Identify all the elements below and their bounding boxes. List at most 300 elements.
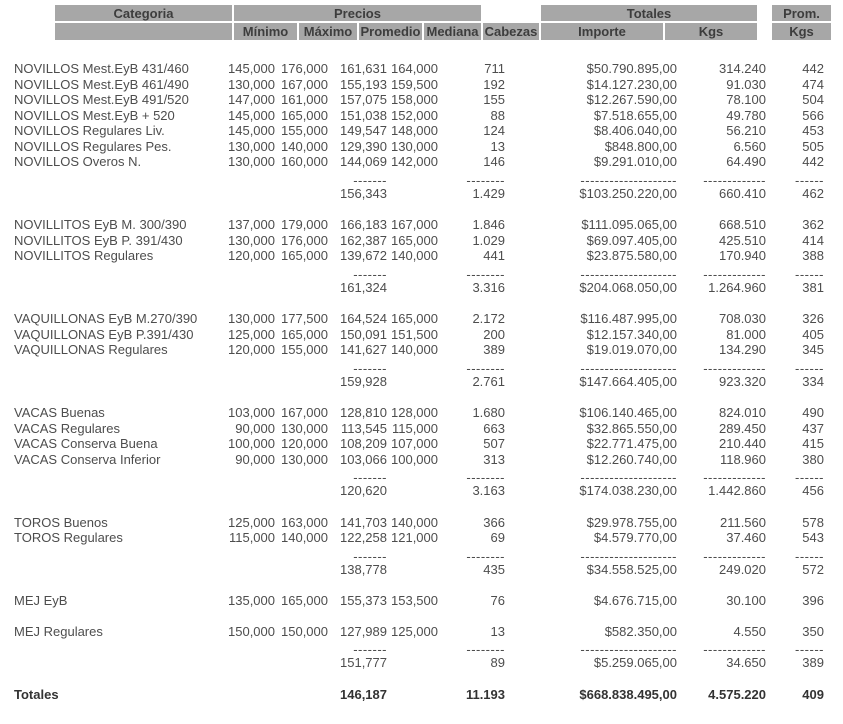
kgs-value: 30.100 xyxy=(726,593,766,608)
category-label: NOVILLOS Mest.EyB 491/520 xyxy=(14,92,189,107)
max-value: 120,000 xyxy=(281,436,328,451)
avg-subtotal: 161,324 xyxy=(340,279,387,295)
category-label: NOVILLOS Overos N. xyxy=(14,154,142,169)
avgkgs-value: 578 xyxy=(802,514,824,530)
med-subtotal xyxy=(387,655,438,671)
avgkgs-value: 362 xyxy=(802,217,824,232)
avgkgs-value: 474 xyxy=(802,76,824,92)
avg-value: 150,091 xyxy=(340,326,387,342)
kgs-value: 81.000 xyxy=(726,326,766,342)
kgs-subtotal: 34.650 xyxy=(726,655,766,670)
dash-line xyxy=(220,175,275,186)
header-mediana: Mediana xyxy=(424,23,481,40)
med-value: 140,000 xyxy=(391,342,438,357)
dash-line: -------------------- xyxy=(580,266,677,282)
avg-value: 122,258 xyxy=(340,530,387,545)
max-value: 155,000 xyxy=(281,123,328,138)
dash-line: ------- xyxy=(353,548,387,564)
kgs-value: 211.560 xyxy=(719,514,766,530)
kgs-value: 708.030 xyxy=(719,311,766,326)
dash-line: ------ xyxy=(795,266,824,282)
dash-line: -------------------- xyxy=(580,548,677,564)
min-subtotal xyxy=(220,483,275,499)
subtotal-separator xyxy=(0,172,843,188)
med-subtotal xyxy=(387,186,438,202)
dash-line: ------------- xyxy=(703,548,766,564)
dash-line: -------- xyxy=(466,172,505,188)
table-row xyxy=(0,61,843,77)
heads-value: 313 xyxy=(483,451,505,467)
min-value: 125,000 xyxy=(228,326,275,342)
spacer xyxy=(0,269,220,280)
header-cabezas: Cabezas xyxy=(484,24,538,39)
avgkgs-subtotal: 572 xyxy=(802,561,824,577)
min-value: 135,000 xyxy=(228,593,275,608)
min-subtotal xyxy=(220,280,275,296)
subtotal-separator xyxy=(0,360,843,376)
category-label: VACAS Conserva Buena xyxy=(14,436,158,451)
category-label: VAQUILLONAS EyB M.270/390 xyxy=(14,311,198,326)
amount-value: $29.978.755,00 xyxy=(586,514,677,530)
subtotal-row xyxy=(0,562,843,578)
subtotal-separator xyxy=(0,548,843,564)
kgs-subtotal: 923.320 xyxy=(719,373,766,389)
dash-line xyxy=(275,472,328,483)
max-value: 167,000 xyxy=(281,76,328,92)
dash-line: ------ xyxy=(795,548,824,564)
dash-line: ------- xyxy=(353,360,387,376)
dash-line xyxy=(275,175,328,186)
avgkgs-value: 388 xyxy=(802,248,824,263)
dash-line xyxy=(220,644,275,655)
avg-value: 155,193 xyxy=(340,76,387,92)
header-promedio: Promedio xyxy=(360,24,421,39)
amount-value: $116.487.995,00 xyxy=(580,311,677,326)
dash-line: -------- xyxy=(466,470,505,485)
max-value: 150,000 xyxy=(281,623,328,639)
min-value: 137,000 xyxy=(228,217,275,232)
avgkgs-value: 437 xyxy=(802,420,824,436)
amount-value: $848.800,00 xyxy=(604,138,677,154)
med-value: 152,000 xyxy=(391,107,438,123)
table-header xyxy=(0,5,843,45)
heads-value: 1.846 xyxy=(472,217,505,232)
med-value: 107,000 xyxy=(391,436,438,451)
heads-subtotal: 2.761 xyxy=(472,373,505,389)
table-row xyxy=(0,139,843,155)
min-value: 120,000 xyxy=(228,248,275,263)
avgkgs-subtotal: 381 xyxy=(802,279,824,295)
heads-subtotal: 3.163 xyxy=(472,483,505,498)
med-subtotal xyxy=(387,483,438,499)
max-value: 179,000 xyxy=(281,217,328,232)
category-label: VAQUILLONAS EyB P.391/430 xyxy=(14,326,194,342)
spacer xyxy=(0,363,220,374)
amount-value: $4.676.715,00 xyxy=(593,593,677,608)
dash-line: -------------------- xyxy=(580,172,677,188)
min-value: 125,000 xyxy=(228,514,275,530)
header-importe: Importe xyxy=(541,23,663,40)
dash-line: ------ xyxy=(795,172,824,188)
dash-line: ------------- xyxy=(703,470,766,485)
heads-value: 13 xyxy=(490,138,505,154)
min-value: 90,000 xyxy=(235,451,275,467)
dash-line xyxy=(275,551,328,562)
med-subtotal xyxy=(387,374,438,390)
kgs-value: 91.030 xyxy=(726,76,766,92)
max-value: 177,500 xyxy=(281,311,328,326)
heads-value: 366 xyxy=(483,514,505,530)
avgkgs-value: 396 xyxy=(802,593,824,608)
avgkgs-value: 350 xyxy=(802,623,824,639)
subtotal-separator xyxy=(0,644,843,655)
category-label: NOVILLITOS EyB P. 391/430 xyxy=(14,232,183,248)
heads-value: 507 xyxy=(483,436,505,451)
avgkgs-value: 566 xyxy=(802,107,824,123)
header-kgs: Kgs xyxy=(665,23,757,40)
med-value: 130,000 xyxy=(391,138,438,154)
heads-value: 389 xyxy=(483,342,505,357)
category-group xyxy=(0,311,843,389)
heads-value: 69 xyxy=(490,530,505,545)
table-row xyxy=(0,405,843,421)
kgs-value: 37.460 xyxy=(726,530,766,545)
min-value: 130,000 xyxy=(228,232,275,248)
med-value: 125,000 xyxy=(391,623,438,639)
table-row xyxy=(0,154,843,170)
dash-line: ------- xyxy=(353,470,387,485)
subtotal-row xyxy=(0,186,843,202)
min-value: 145,000 xyxy=(228,61,275,76)
med-value: 100,000 xyxy=(391,451,438,467)
heads-subtotal: 1.429 xyxy=(472,185,505,201)
heads-value: 88 xyxy=(490,107,505,123)
avgkgs-value: 326 xyxy=(802,311,824,326)
category-group xyxy=(0,593,843,671)
heads-value: 711 xyxy=(484,61,505,76)
med-value: 140,000 xyxy=(391,248,438,263)
med-value: 121,000 xyxy=(391,530,438,545)
category-label: VACAS Buenas xyxy=(14,405,105,420)
avg-value: 128,810 xyxy=(340,405,387,420)
min-value: 100,000 xyxy=(228,436,275,451)
avgkgs-subtotal: 456 xyxy=(802,483,824,498)
avgkgs-value: 490 xyxy=(802,405,824,420)
dash-line: -------- xyxy=(466,266,505,282)
kgs-value: 170.940 xyxy=(719,248,766,263)
max-subtotal xyxy=(275,655,328,671)
kgs-value: 289.450 xyxy=(719,420,766,436)
max-value: 163,000 xyxy=(281,514,328,530)
dash-line xyxy=(220,269,275,280)
med-value: 164,000 xyxy=(391,61,438,76)
heads-value: 663 xyxy=(483,420,505,436)
heads-value: 155 xyxy=(483,92,505,107)
max-value: 155,000 xyxy=(281,342,328,357)
header-group-row xyxy=(0,5,843,21)
avgkgs-value: 380 xyxy=(802,451,824,467)
heads-value: 13 xyxy=(490,623,505,639)
category-label: NOVILLOS Mest.EyB + 520 xyxy=(14,107,175,123)
header-categoria-empty xyxy=(55,23,232,40)
min-value: 115,000 xyxy=(228,530,275,545)
avg-value: 149,547 xyxy=(340,123,387,138)
max-value: 161,000 xyxy=(281,92,328,107)
heads-subtotal: 435 xyxy=(483,561,505,577)
med-value: 158,000 xyxy=(391,92,438,107)
heads-value: 76 xyxy=(490,593,505,608)
kgs-value: 78.100 xyxy=(726,92,766,107)
max-value: 160,000 xyxy=(281,154,328,169)
max-value: 130,000 xyxy=(281,420,328,436)
dash-line: ------- xyxy=(353,266,387,282)
dash-line: ------------- xyxy=(703,172,766,188)
amount-subtotal: $103.250.220,00 xyxy=(579,185,677,201)
min-value: 130,000 xyxy=(228,138,275,154)
dash-line: -------------------- xyxy=(580,360,677,376)
category-label: TOROS Buenos xyxy=(14,514,108,530)
max-subtotal xyxy=(275,374,328,390)
avg-value: 103,066 xyxy=(340,451,387,467)
max-value: 167,000 xyxy=(281,405,328,420)
spacer xyxy=(0,472,220,483)
amount-value: $4.579.770,00 xyxy=(593,530,677,545)
med-value: 148,000 xyxy=(391,123,438,138)
avgkgs-value: 543 xyxy=(802,530,824,545)
min-subtotal xyxy=(220,655,275,671)
heads-value: 2.172 xyxy=(472,311,505,326)
heads-value: 146 xyxy=(483,154,505,169)
max-value: 140,000 xyxy=(281,138,328,154)
spacer xyxy=(0,483,220,499)
amount-grand-total: $668.838.495,00 xyxy=(579,686,677,702)
avgkgs-value: 504 xyxy=(802,92,824,107)
category-label: NOVILLOS Regulares Liv. xyxy=(14,123,165,138)
avgkgs-value: 442 xyxy=(802,61,824,76)
avgkgs-grand-total: 409 xyxy=(802,686,824,702)
kgs-subtotal: 249.020 xyxy=(719,561,766,577)
spacer xyxy=(0,562,220,578)
min-value: 130,000 xyxy=(228,311,275,326)
amount-subtotal: $5.259.065,00 xyxy=(593,655,677,670)
category-label: NOVILLOS Mest.EyB 431/460 xyxy=(14,61,189,76)
amount-value: $12.260.740,00 xyxy=(586,451,677,467)
subtotal-row xyxy=(0,280,843,296)
avg-value: 108,209 xyxy=(340,436,387,451)
min-value: 130,000 xyxy=(228,154,275,169)
table-row xyxy=(0,217,843,233)
amount-value: $19.019.070,00 xyxy=(586,342,677,357)
med-grand-total xyxy=(387,687,438,703)
dash-line: -------------------- xyxy=(580,470,677,485)
spacer xyxy=(0,374,220,390)
dash-line: ------------- xyxy=(703,266,766,282)
table-row xyxy=(0,530,843,546)
min-value: 90,000 xyxy=(235,420,275,436)
avg-subtotal: 159,928 xyxy=(340,373,387,389)
avg-value: 113,545 xyxy=(340,420,387,436)
avgkgs-subtotal: 462 xyxy=(802,185,824,201)
avg-subtotal: 156,343 xyxy=(340,185,387,201)
med-value: 165,000 xyxy=(391,232,438,248)
kgs-value: 64.490 xyxy=(726,154,766,169)
table-row xyxy=(0,327,843,343)
table-row xyxy=(0,593,843,609)
kgs-value: 668.510 xyxy=(719,217,766,232)
amount-value: $106.140.465,00 xyxy=(579,405,677,420)
max-value: 176,000 xyxy=(281,61,328,76)
amount-value: $14.127.230,00 xyxy=(586,76,677,92)
dash-line: ------ xyxy=(795,470,824,485)
med-value: 140,000 xyxy=(391,514,438,530)
spacer xyxy=(0,655,220,671)
amount-subtotal: $174.038.230,00 xyxy=(579,483,677,498)
kgs-subtotal: 1.264.960 xyxy=(708,279,766,295)
spacer xyxy=(0,280,220,296)
avgkgs-value: 405 xyxy=(802,326,824,342)
dash-line xyxy=(387,363,438,374)
amount-value: $50.790.895,00 xyxy=(586,61,677,76)
avgkgs-subtotal: 334 xyxy=(802,373,824,389)
category-label: VACAS Regulares xyxy=(14,420,120,436)
dash-line xyxy=(387,472,438,483)
dash-line: ------- xyxy=(353,642,387,657)
totals-label: Totales xyxy=(14,686,59,702)
amount-value: $69.097.405,00 xyxy=(586,232,677,248)
med-value: 167,000 xyxy=(391,217,438,232)
table-row xyxy=(0,233,843,249)
kgs-value: 314.240 xyxy=(719,61,766,76)
kgs-value: 118.960 xyxy=(719,451,766,467)
kgs-value: 6.560 xyxy=(733,138,766,154)
max-subtotal xyxy=(275,562,328,578)
avg-grand-total: 146,187 xyxy=(340,686,387,702)
heads-value: 124 xyxy=(483,123,505,138)
avg-value: 144,069 xyxy=(340,154,387,169)
subtotal-separator xyxy=(0,472,843,483)
header-prom-kgs: Kgs xyxy=(772,23,831,40)
min-value: 120,000 xyxy=(228,342,275,357)
heads-subtotal: 3.316 xyxy=(472,279,505,295)
avg-value: 166,183 xyxy=(340,217,387,232)
dash-line: ------------- xyxy=(703,642,766,657)
kgs-value: 4.550 xyxy=(733,623,766,639)
category-label: MEJ Regulares xyxy=(14,623,103,639)
subtotal-row xyxy=(0,374,843,390)
table-row xyxy=(0,92,843,108)
min-value: 130,000 xyxy=(228,76,275,92)
category-label: NOVILLITOS Regulares xyxy=(14,248,154,263)
avg-value: 162,387 xyxy=(340,232,387,248)
med-subtotal xyxy=(387,562,438,578)
header-minimo: Mínimo xyxy=(234,23,297,40)
med-value: 128,000 xyxy=(391,405,438,420)
table-row xyxy=(0,108,843,124)
max-value: 140,000 xyxy=(281,530,328,545)
max-value: 165,000 xyxy=(281,593,328,608)
kgs-subtotal: 1.442.860 xyxy=(708,483,766,498)
category-label: MEJ EyB xyxy=(14,593,68,608)
table-body xyxy=(0,61,843,702)
dash-line: ------ xyxy=(795,642,824,657)
med-subtotal xyxy=(387,280,438,296)
dash-line xyxy=(220,363,275,374)
min-subtotal xyxy=(220,562,275,578)
spacer xyxy=(0,186,220,202)
dash-line: ------------- xyxy=(703,360,766,376)
avgkgs-value: 345 xyxy=(802,342,824,357)
spacer xyxy=(0,644,220,655)
avg-value: 127,989 xyxy=(340,623,387,639)
table-row xyxy=(0,515,843,531)
max-value: 176,000 xyxy=(281,232,328,248)
max-value: 165,000 xyxy=(281,248,328,263)
avg-value: 155,373 xyxy=(340,593,387,608)
avg-value: 139,672 xyxy=(340,248,387,263)
max-subtotal xyxy=(275,186,328,202)
dash-line: -------- xyxy=(466,360,505,376)
category-label: NOVILLOS Mest.EyB 461/490 xyxy=(14,76,189,92)
category-group xyxy=(0,217,843,295)
amount-value: $22.771.475,00 xyxy=(586,436,677,451)
min-value: 147,000 xyxy=(228,92,275,107)
med-value: 115,000 xyxy=(391,420,438,436)
dash-line: -------- xyxy=(466,642,505,657)
dash-line: -------- xyxy=(466,548,505,564)
med-value: 165,000 xyxy=(391,311,438,326)
dash-line xyxy=(275,363,328,374)
avg-subtotal: 151,777 xyxy=(340,655,387,670)
heads-grand-total: 11.193 xyxy=(465,686,505,702)
kgs-value: 56.210 xyxy=(726,123,766,138)
min-grand-total xyxy=(220,687,275,703)
table-row xyxy=(0,624,843,640)
table-row xyxy=(0,123,843,139)
table-row xyxy=(0,248,843,264)
max-value: 165,000 xyxy=(281,326,328,342)
heads-value: 1.029 xyxy=(472,232,505,248)
min-value: 150,000 xyxy=(228,623,275,639)
med-value: 153,500 xyxy=(391,593,438,608)
kgs-value: 49.780 xyxy=(726,107,766,123)
kgs-value: 134.290 xyxy=(719,342,766,357)
dash-line: ------- xyxy=(353,172,387,188)
amount-value: $9.291.010,00 xyxy=(593,154,677,169)
header-columns-row xyxy=(0,23,843,40)
amount-value: $32.865.550,00 xyxy=(586,420,677,436)
amount-value: $582.350,00 xyxy=(604,623,677,639)
category-group xyxy=(0,61,843,201)
max-value: 165,000 xyxy=(281,107,328,123)
dash-line xyxy=(387,269,438,280)
category-label: VACAS Conserva Inferior xyxy=(14,451,161,467)
header-precios: Precios xyxy=(234,5,481,21)
avgkgs-subtotal: 389 xyxy=(802,655,824,670)
max-subtotal xyxy=(275,483,328,499)
dash-line xyxy=(220,472,275,483)
amount-value: $7.518.655,00 xyxy=(593,107,677,123)
max-subtotal xyxy=(275,280,328,296)
avg-value: 157,075 xyxy=(340,92,387,107)
subtotal-separator xyxy=(0,266,843,282)
min-value: 103,000 xyxy=(228,405,275,420)
kgs-grand-total: 4.575.220 xyxy=(708,686,766,702)
kgs-value: 210.440 xyxy=(719,436,766,451)
avg-value: 151,038 xyxy=(340,107,387,123)
amount-subtotal: $34.558.525,00 xyxy=(586,561,677,577)
spacer xyxy=(0,551,220,562)
header-categoria: Categoria xyxy=(55,5,232,21)
